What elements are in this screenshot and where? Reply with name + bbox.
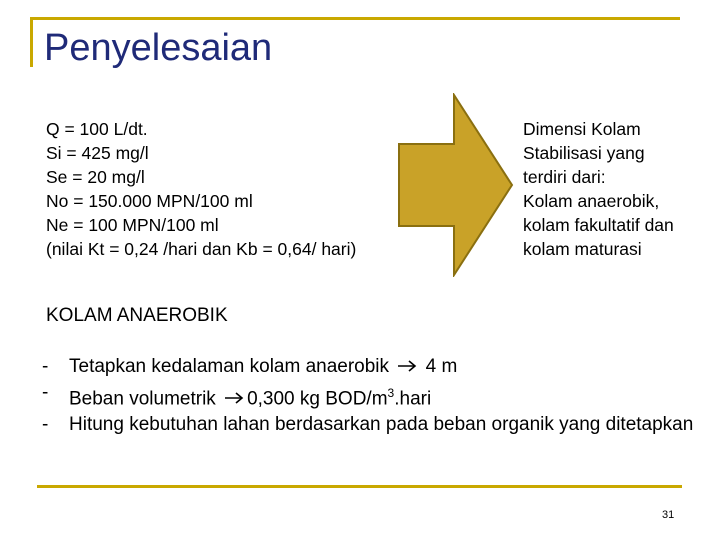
result-line-1: Dimensi Kolam <box>523 119 641 139</box>
page-number: 31 <box>662 509 675 521</box>
step-land-area <box>42 412 702 438</box>
given-values-list <box>46 117 356 261</box>
bullet-dash: - <box>42 382 49 403</box>
step-depth-value: 4 m <box>425 356 458 377</box>
result-line-2: Stabilisasi yang <box>523 143 645 163</box>
step-land-text: Hitung kebutuhan lahan berdasarkan pada beban organik yang ditetapkan <box>69 414 694 436</box>
given-constants: (nilai Kt = 0,24 /hari dan Kb = 0,64/ hari) <box>46 239 357 259</box>
step-volumetric-load <box>42 380 702 412</box>
step-depth-text: Tetapkan kedalaman kolam anaerobik <box>69 356 390 377</box>
result-line-5: kolam fakultatif dan <box>523 215 674 235</box>
step-load-exponent: 3 <box>387 386 395 400</box>
steps-list <box>42 354 702 438</box>
result-description <box>523 117 674 261</box>
result-line-4: Kolam anaerobik, <box>523 191 660 211</box>
section-heading: KOLAM ANAEROBIK <box>46 305 228 326</box>
given-se: Se = 20 mg/l <box>46 167 145 187</box>
step-load-text: Beban volumetrik <box>69 388 216 410</box>
slide-title: Penyelesaian <box>44 27 273 69</box>
step-load-value: 0,300 kg BOD/m <box>247 388 388 410</box>
given-si: Si = 425 mg/l <box>46 143 149 163</box>
given-ne: Ne = 100 MPN/100 ml <box>46 215 219 235</box>
bullet-dash: - <box>42 356 49 377</box>
given-q: Q = 100 L/dt. <box>46 119 148 139</box>
result-line-3: terdiri dari: <box>523 167 606 187</box>
left-accent-bar <box>30 17 33 67</box>
right-arrow-icon <box>398 93 514 277</box>
step-depth <box>42 354 702 380</box>
step-load-unit: .hari <box>394 388 432 410</box>
bullet-dash: - <box>42 414 49 436</box>
result-line-6: kolam maturasi <box>523 239 642 259</box>
right-arrow-icon <box>223 391 245 405</box>
given-no: No = 150.000 MPN/100 ml <box>46 191 253 211</box>
right-arrow-icon <box>396 359 418 373</box>
bottom-divider <box>37 485 682 488</box>
top-divider <box>30 17 680 20</box>
